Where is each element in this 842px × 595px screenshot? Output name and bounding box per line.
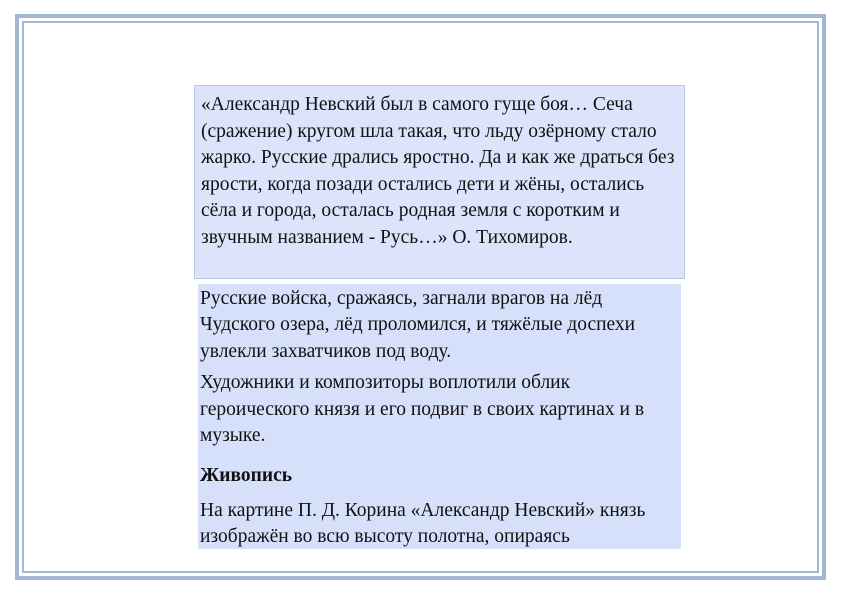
paragraph-battle: Русские войска, сражаясь, загнали врагов на лёд Чудского озера, лёд проломился, и тяжёлые доспехи увлекли захватчиков под воду. [200, 288, 636, 362]
quote-box [194, 85, 685, 279]
main-text-box [198, 284, 681, 549]
section-heading-painting: Живопись [200, 465, 293, 487]
paragraph-artists: Художники и композиторы воплотили облик героического князя и его подвиг в своих картинах и в музыке. [200, 372, 645, 447]
quote-text: «Александр Невский был в самого гуще боя… Сеча (сражение) кругом шла такая, что льду озёрному стало жарко. Русские дрались яростно. Да и как же драться без ярости, когда позади остались дети и жёны, остались сёла и города, осталась родная земля с коротким и звучным названием - Русь…» О. Тихомиров. [201, 94, 675, 248]
paragraph-painting: На картине П. Д. Корина «Александр Невский» князь изображён во всю высоту полотна, опираясь [200, 499, 646, 548]
